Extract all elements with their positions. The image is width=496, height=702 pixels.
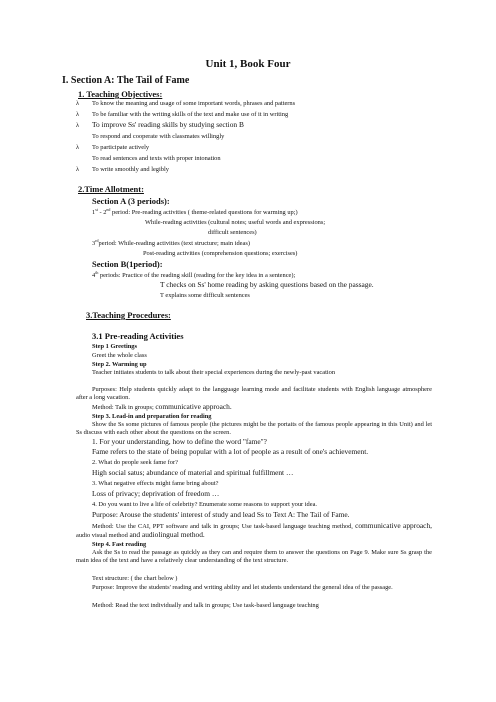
- period-3: 3rdperiod: While-reading activities (text structure; main ideas): [92, 237, 250, 247]
- question-1: 1. For your understanding, how to define the word "fame"?: [92, 437, 267, 446]
- objective-item: To read sentences and texts with proper intonation: [92, 155, 221, 162]
- method-2: Method: Use the CAI, PPT software and talk in groups; Use task-based language teaching method, communicative approach, audio visual method and audiolingual method.: [76, 521, 432, 540]
- objective-item: To respond and cooperate with classmates willingly: [92, 133, 225, 140]
- section-b-periods: Section B(1period):: [92, 259, 163, 269]
- bullet-icon: λ: [76, 122, 80, 129]
- text-structure: Text structure: ( the chart below ): [92, 575, 178, 582]
- bullet-icon: λ: [76, 166, 80, 173]
- step-3-heading: Step 3. Lead-in and preparation for reading: [92, 413, 212, 420]
- objectives-heading: 1. Teaching Objectives:: [78, 89, 163, 99]
- step-4-heading: Step 4. Fast reading: [92, 541, 147, 548]
- pre-reading-heading: 3.1 Pre-reading Activities: [92, 331, 184, 341]
- period-3-line2: Post-reading activities (comprehension questions; exercises): [143, 250, 298, 257]
- step-2-heading: Step 2. Warming up: [92, 361, 147, 368]
- bullet-icon: λ: [76, 111, 80, 118]
- answer-3: Loss of privacy; deprivation of freedom …: [92, 489, 220, 498]
- purpose-3: Purpose: Improve the students' reading and writing ability and let students understand the general idea of the passage.: [92, 584, 393, 591]
- objective-item: To improve Ss' reading skills by studying section B: [92, 120, 244, 129]
- objective-item: To be familiar with the writing skills of the text and make use of it in writing: [92, 111, 289, 118]
- objective-item: To know the meaning and usage of some important words, phrases and patterns: [92, 100, 296, 107]
- period-4-line2: T checks on Ss' home reading by asking questions based on the passage.: [160, 280, 374, 289]
- section-a-heading: I. Section A: The Tail of Fame: [62, 75, 190, 86]
- period-4-line3: T explains some difficult sentences: [160, 292, 250, 299]
- answer-1: Fame refers to the state of being popular with a lot of people as a result of one's achievement.: [92, 447, 369, 456]
- period-1-2-line3: difficult sentences): [208, 229, 257, 236]
- question-2: 2. What do people seek fame for?: [92, 459, 178, 466]
- step-3-text: Show the Ss some pictures of famous people (the pictures might be the portaits of the famous people appearing in this Unit) and let Ss discuss with each other about the questions on the screen.: [76, 421, 432, 437]
- answer-2: High social satus; abundance of material and spiritual fulfillment …: [92, 468, 294, 477]
- period-4: 4th periods: Practice of the reading skill (reading for the key idea in a sentence);: [92, 269, 296, 279]
- step-2-text: Teacher initiates students to talk about their special experiences during the newly-past vacation: [92, 369, 336, 376]
- page-title: Unit 1, Book Four: [205, 58, 291, 70]
- bullet-icon: λ: [76, 144, 80, 151]
- purpose-1: Purposes: Help students quickly adapt to the langguage learning mode and facilitate students with English language atmosphere after a long vacation.: [76, 386, 432, 402]
- step-1-text: Greet the whole class: [92, 352, 147, 359]
- objective-item: To write smoothly and legibly: [92, 166, 169, 173]
- period-1-2-line2: While-reading activities (cultural notes; useful words and expressions;: [145, 219, 326, 226]
- question-3: 3. What negative effects might fame bring about?: [92, 480, 219, 487]
- purpose-2: Purpose: Arouse the students' interest of study and lead Ss to Text A: The Tail of Fame.: [92, 510, 350, 519]
- bullet-icon: λ: [76, 100, 80, 107]
- step-4-text: Ask the Ss to read the passage as quickly as they can and require them to answer the questions on Page 9. Make sure Ss grasp the main idea of the text and have a relatively clear understanding of the text structure.: [76, 549, 432, 565]
- objective-item: To participate actively: [92, 144, 150, 151]
- period-1-2: 1st - 2nd period: Pre-reading activities ( theme-related questions for warming up;): [92, 206, 298, 216]
- question-4: 4. Do you want to live a life of celebrity? Enumerate some reasons to support your idea.: [92, 501, 318, 508]
- method-3: Method: Read the text individually and talk in groups; Use task-based language teaching: [92, 602, 319, 609]
- section-a-periods: Section A (3 periods):: [92, 196, 170, 206]
- procedures-heading: 3.Teaching Procedures:: [86, 310, 171, 320]
- allotment-heading: 2.Time Allotment:: [78, 184, 144, 194]
- method-1: Method: Talk in groups; communicative approach.: [92, 402, 232, 411]
- step-1-heading: Step 1 Greetings: [92, 343, 137, 350]
